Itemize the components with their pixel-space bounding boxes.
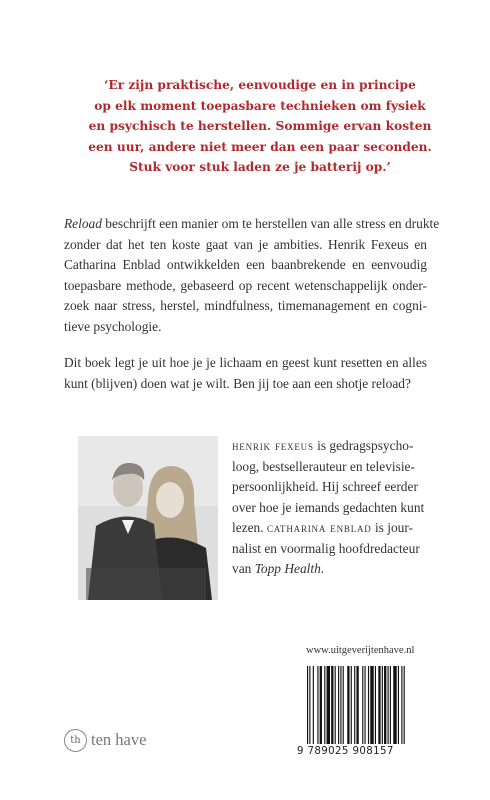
pull-quote bbox=[80, 75, 440, 178]
barcode-bar bbox=[331, 666, 333, 744]
barcode-bar bbox=[401, 666, 402, 744]
publisher-url[interactable]: www.uitgeverijtenhave.nl bbox=[306, 645, 415, 656]
barcode-bar bbox=[354, 666, 355, 744]
description-line: toepasbare methode, gebaseerd op recent wetenschappelijk onder- bbox=[64, 277, 427, 293]
barcode-bars bbox=[307, 666, 425, 744]
bio-text: . bbox=[320, 561, 325, 576]
barcode-bar bbox=[320, 666, 322, 744]
barcode-bar bbox=[390, 666, 391, 744]
barcode-bar bbox=[324, 666, 325, 744]
description-line: Catharina Enblad ontwikkelden een baanbrekende en eenvoudig bbox=[64, 257, 427, 272]
second-paragraph bbox=[64, 353, 427, 394]
bio-line bbox=[232, 518, 432, 539]
barcode-bar bbox=[347, 666, 349, 744]
barcode-bar bbox=[340, 666, 341, 744]
bio-text: is jour- bbox=[371, 520, 413, 535]
paragraph-line: kunt (blijven) doen wat je wilt. Ben jij toe aan een shotje reload? bbox=[64, 375, 411, 391]
publisher-logo-mark: th bbox=[64, 729, 87, 752]
publisher-name: ten have bbox=[91, 730, 147, 749]
barcode-bar bbox=[378, 666, 380, 744]
author-name: henrik fexeus bbox=[232, 438, 314, 453]
barcode-bar bbox=[338, 666, 339, 744]
barcode-bar bbox=[317, 666, 318, 744]
barcode-bar bbox=[368, 666, 369, 744]
barcode-bar bbox=[362, 666, 363, 744]
bio-line bbox=[232, 436, 432, 457]
bio-line: over hoe je iemands gedachten kunt bbox=[232, 499, 425, 515]
bio-line bbox=[232, 559, 432, 580]
bio-line: nalist en voormalig hoofdredacteur bbox=[232, 540, 420, 556]
quote-line: ‘Er zijn praktische, eenvoudige en in principe bbox=[104, 78, 416, 92]
bio-line: persoonlijkheid. Hij schreef eerder bbox=[232, 479, 418, 494]
barcode-bar bbox=[388, 666, 389, 744]
bio-text: lezen. bbox=[232, 520, 267, 535]
barcode-bar bbox=[393, 666, 396, 744]
barcode-bar bbox=[307, 666, 308, 744]
description-line bbox=[64, 214, 440, 235]
barcode-bar bbox=[365, 666, 366, 744]
magazine-name: Topp Health bbox=[254, 561, 321, 576]
quote-line: Stuk voor stuk laden ze je batterij op.’ bbox=[129, 160, 391, 174]
author-photo bbox=[78, 436, 218, 600]
paragraph-line: Dit boek legt je uit hoe je je lichaam en geest kunt resetten en alles bbox=[64, 355, 427, 370]
description-text: beschrijft een manier om te herstellen van alle stress en drukte bbox=[101, 216, 440, 231]
description-line: tieve psychologie. bbox=[64, 318, 162, 334]
description-paragraph bbox=[64, 214, 440, 337]
bio-text: is gedragspsycho- bbox=[313, 438, 414, 453]
isbn-barcode bbox=[297, 666, 433, 763]
book-title: Reload bbox=[64, 216, 102, 231]
description-line: zonder dat het ten koste gaat van je ambities. Henrik Fexeus en bbox=[64, 236, 427, 252]
bio-text: van bbox=[232, 561, 255, 576]
barcode-bar bbox=[335, 666, 336, 744]
author-name: catharina enblad bbox=[266, 520, 372, 535]
barcode-bar bbox=[382, 666, 383, 744]
barcode-bar bbox=[404, 666, 405, 744]
barcode-bar bbox=[327, 666, 330, 744]
quote-line: op elk moment toepasbare technieken om fysiek bbox=[94, 98, 426, 113]
barcode-bar bbox=[384, 666, 386, 744]
barcode-bar bbox=[356, 666, 358, 744]
barcode-bar bbox=[370, 666, 373, 744]
barcode-bar bbox=[343, 666, 344, 744]
author-bio bbox=[232, 436, 432, 580]
barcode-bar bbox=[313, 666, 314, 744]
quote-line: een uur, andere niet meer dan een paar seconden. bbox=[88, 139, 432, 154]
publisher-logo bbox=[64, 728, 146, 752]
isbn-number: 9 789025 908157 bbox=[297, 746, 394, 757]
quote-line: en psychisch te herstellen. Sommige ervan kosten bbox=[88, 119, 432, 133]
barcode-bar bbox=[351, 666, 352, 744]
bio-line: loog, bestsellerauteur en televisie- bbox=[232, 458, 415, 474]
barcode-bar bbox=[309, 666, 310, 744]
barcode-bar bbox=[375, 666, 376, 744]
description-line: zoek naar stress, herstel, mindfulness, timemanagement en cogni- bbox=[64, 298, 427, 313]
barcode-bar bbox=[398, 666, 399, 744]
